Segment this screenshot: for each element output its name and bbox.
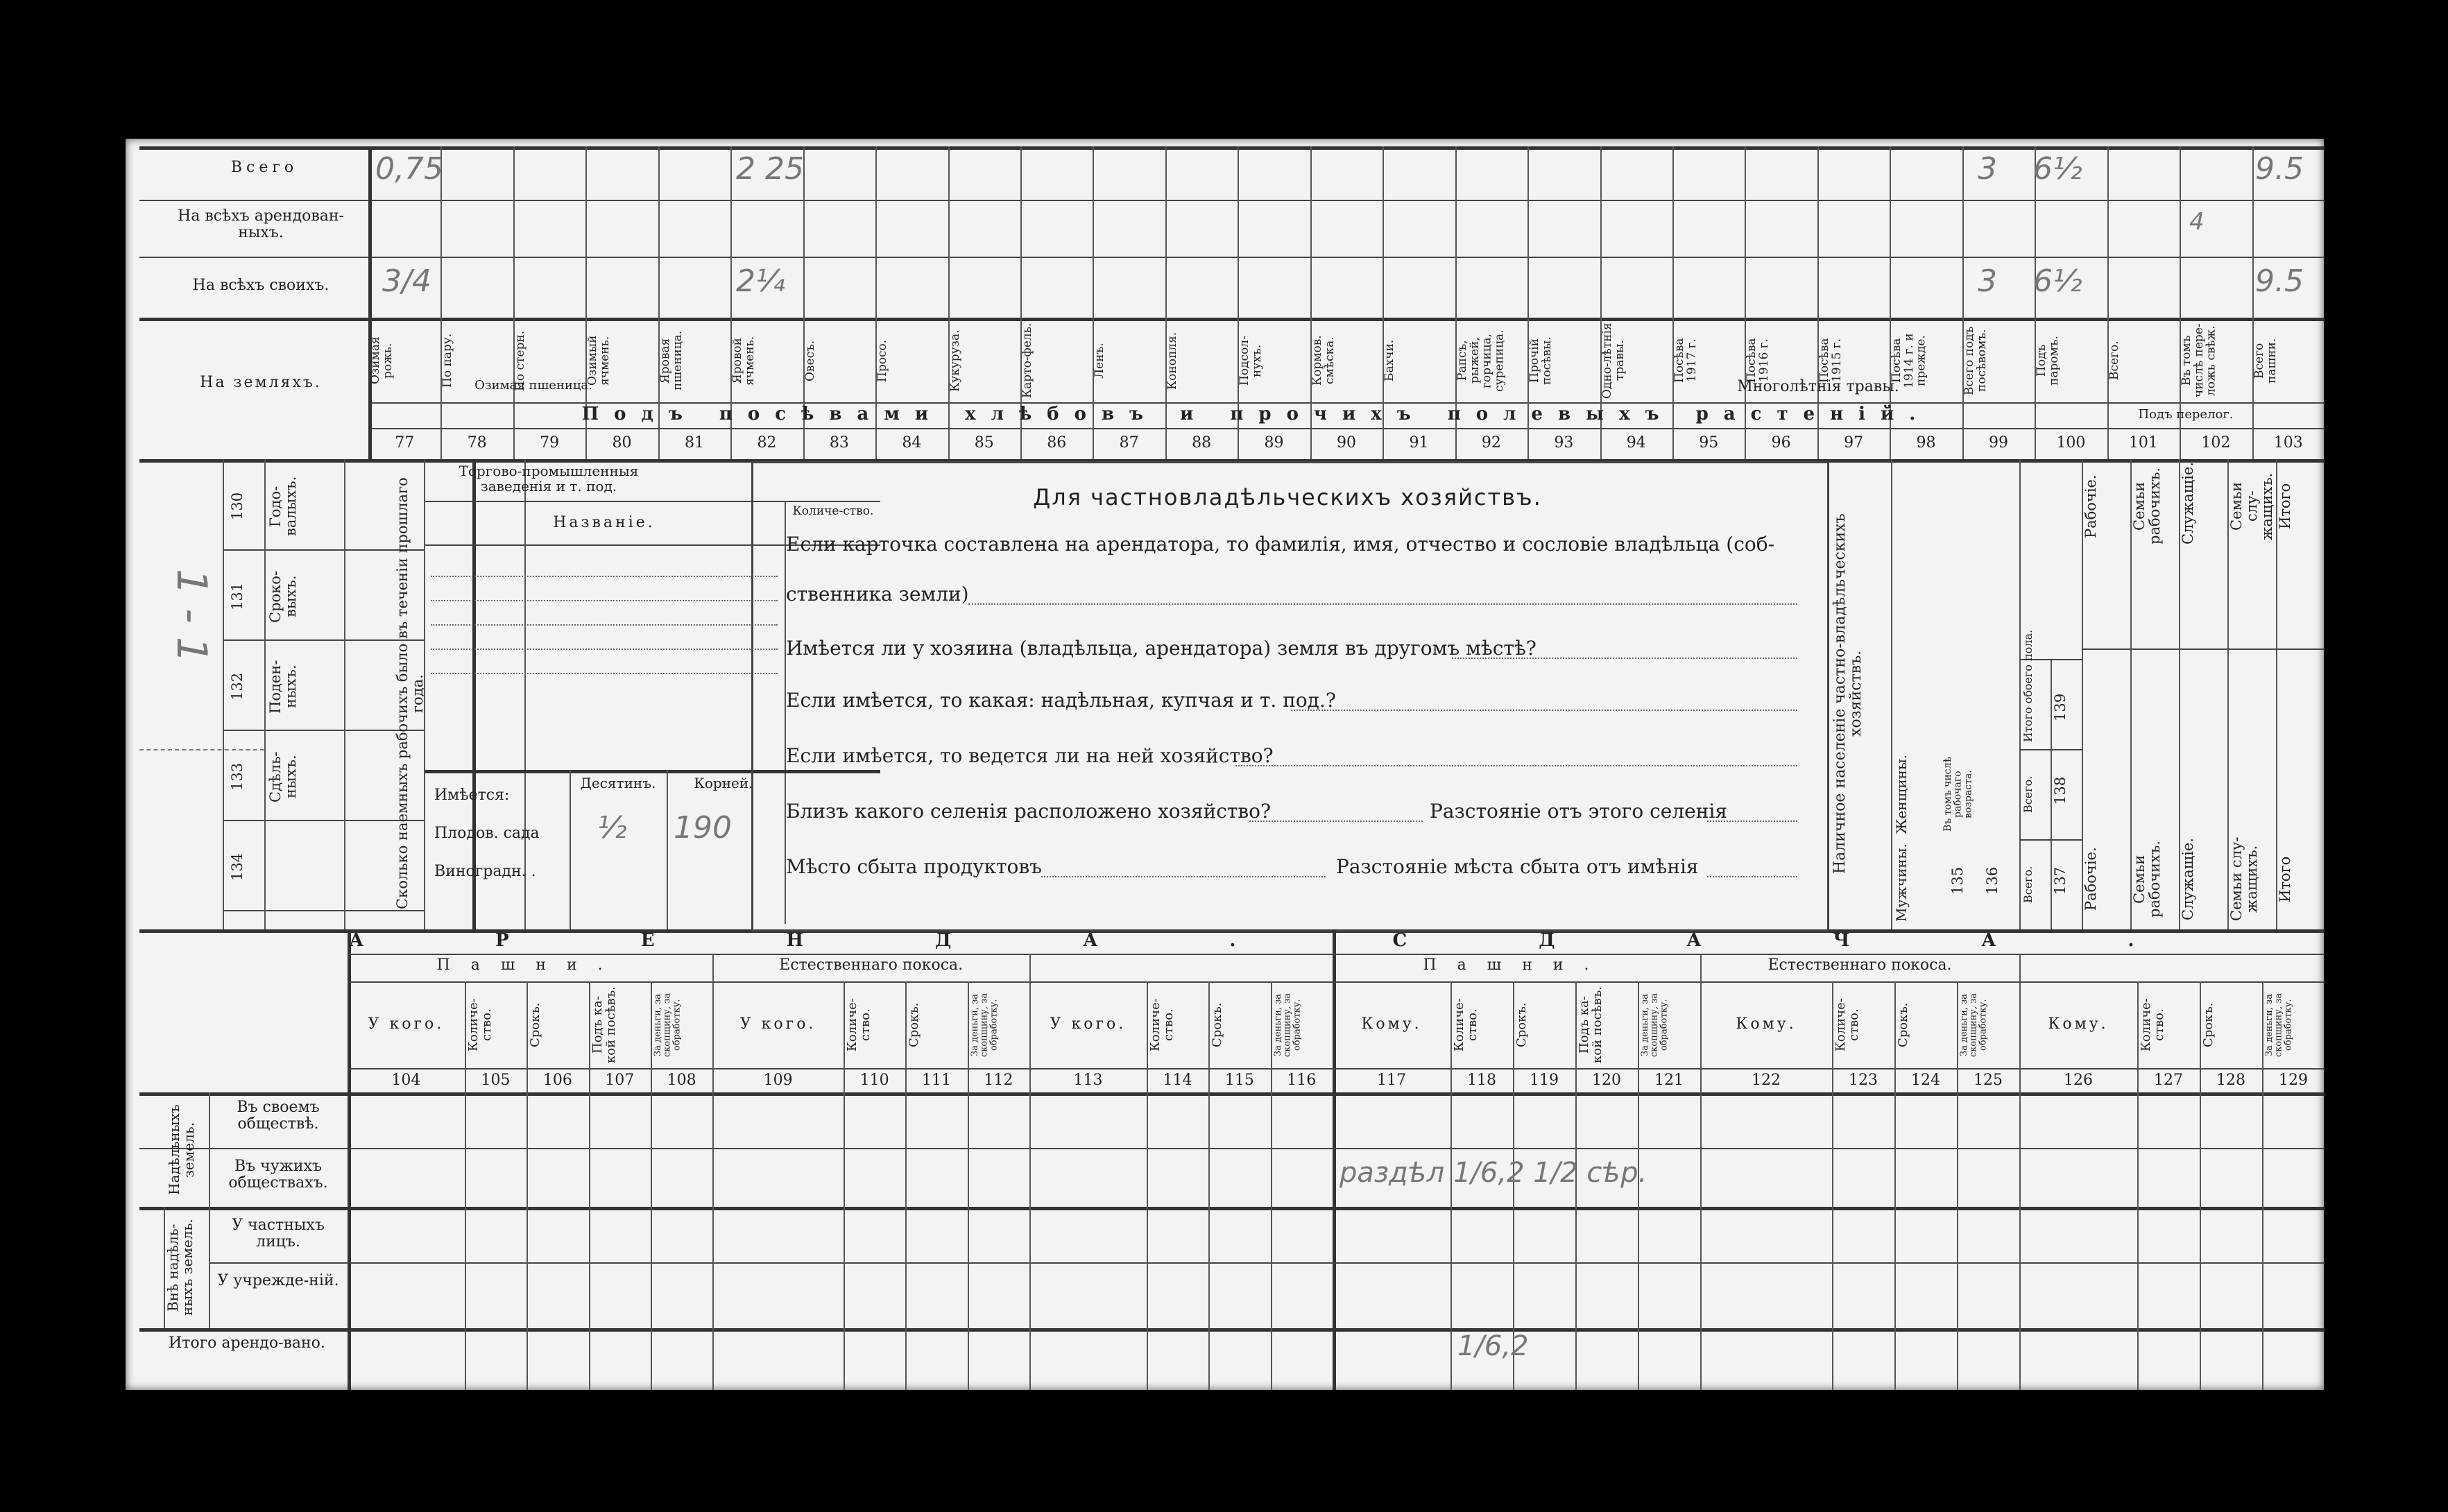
pop-number: 136 [1984, 866, 2001, 895]
pop-incl-workers: Въ томъ числѣ рабочаго возраста. [1942, 757, 1974, 832]
crop-col-label: Подсол-нухъ. [1238, 336, 1265, 386]
orchard-label: Плодов. сада [434, 825, 540, 842]
crop-col-number: 98 [1916, 434, 1936, 452]
lease-col-header: Срокъ. [1514, 1002, 1529, 1048]
crop-col-number: 99 [1988, 434, 2008, 452]
hw-rented-102: 4 [2189, 208, 2205, 236]
crop-col-number: 86 [1047, 434, 1067, 452]
crop-col-number: 85 [974, 434, 994, 452]
crop-col-number: 101 [2128, 434, 2158, 452]
hw-other-community-lease: раздѣл 1/6,2 1/2 сѣр. [1339, 1157, 1647, 1189]
lease-col-header: Срокъ. [2201, 1002, 2216, 1048]
crop-col-label: Бахчи. [1383, 339, 1397, 382]
crop-col-number: 80 [612, 434, 632, 452]
row-own-community: Въ своемъ обществѣ. [237, 1099, 320, 1133]
livestock-label: Сроко-выхъ. [267, 570, 300, 623]
lease-col-number: 115 [1224, 1072, 1254, 1089]
crop-col-label: Всего пашни. [2252, 338, 2279, 384]
lease-col-header: Подъ ка-кой посѣвъ. [590, 986, 618, 1064]
crop-col-number: 81 [684, 434, 704, 452]
crop-col-number: 89 [1264, 434, 1284, 452]
livestock-number: 134 [229, 852, 246, 882]
arenda-title: АРЕНДА. [349, 930, 1368, 951]
lease-col-divider [651, 981, 652, 1390]
question-market-distance: Разстояніе мѣста сбыта отъ имѣнія [1336, 855, 1699, 878]
pop-women-all: Всего. [2021, 775, 2035, 813]
crop-col-number: 102 [2201, 434, 2231, 452]
pop-number: 135 [1949, 866, 1966, 895]
pop-men-all: Всего. [2021, 866, 2035, 903]
crop-col-label: Ленъ. [1093, 343, 1107, 379]
lease-col-number: 126 [2064, 1072, 2093, 1089]
meadow-group-header: Естественнаго покоса. [779, 956, 964, 974]
grass-group-label: Многолѣтнія травы. [1737, 378, 1899, 395]
lease-col-header: Количе-ство. [1147, 998, 1176, 1052]
crop-col-number: 88 [1192, 434, 1212, 452]
lease-col-number: 124 [1911, 1072, 1940, 1089]
row-private-persons: У частныхъ лицъ. [232, 1217, 325, 1251]
crop-col-number: 103 [2273, 434, 2303, 452]
lease-col-header: Количе-ство. [465, 998, 494, 1052]
crop-col-label: Подъ паромъ. [2035, 335, 2062, 386]
lease-col-header: Срокъ. [528, 1002, 543, 1048]
livestock-divider [223, 459, 224, 929]
hw-total-100: 6½ [2033, 151, 2082, 187]
lease-col-number: 117 [1377, 1072, 1406, 1089]
lease-col-number: 118 [1467, 1072, 1496, 1089]
crop-col-label: Въ томъ числѣ пере-ложь свѣж. [2180, 323, 2218, 398]
pop-line [2019, 839, 2082, 841]
question-market: Мѣсто сбыта продуктовъ [786, 855, 1042, 878]
hw-total-103: 9.5 [2255, 151, 2304, 187]
crop-col-label: Посѣва 1915 г. [1817, 338, 1844, 384]
crop-col-label: Одно-лѣтнія травы. [1600, 323, 1627, 399]
staff-label-bottom: Рабочіе. [2082, 847, 2099, 911]
lease-col-number: 112 [984, 1072, 1013, 1089]
lease-col-number: 127 [2154, 1072, 2183, 1089]
lease-col-header: У кого. [739, 1015, 816, 1033]
lease-col-number: 125 [1974, 1072, 2003, 1089]
hw-total-rye: 0,75 [375, 151, 443, 187]
allotment-group-label: Надѣльныхъ земель. [166, 1104, 197, 1195]
crop-col-number: 87 [1119, 434, 1139, 452]
row-institutions: У учрежде-ній. [217, 1272, 339, 1289]
lease-col-header: Количе-ство. [1833, 998, 1861, 1052]
lease-col-divider [1271, 981, 1272, 1390]
question-farming: Если имѣется, то ведется ли на ней хозяйство? [786, 744, 1274, 767]
crop-col-label: Прочій посѣвы. [1527, 336, 1554, 385]
crop-col-number: 83 [829, 434, 849, 452]
census-card [126, 139, 2324, 1390]
staff-label-top: Семьи слу-жащихъ. [2228, 472, 2276, 540]
lease-col-number: 105 [481, 1072, 511, 1089]
crop-col-number: 92 [1481, 434, 1501, 452]
non-allotment-group-label: Внѣ надѣль-ныхъ земель. [164, 1219, 196, 1316]
lease-col-number: 108 [667, 1072, 696, 1089]
lease-col-number: 120 [1592, 1072, 1621, 1089]
livestock-label: Годо-валыхъ. [267, 476, 300, 537]
lease-col-header: Кому. [1361, 1015, 1422, 1033]
crop-col-label: Рапсъ, рыжей, горчица, сурепица. [1455, 329, 1507, 392]
staff-label-top: Служащіе. [2180, 462, 2196, 544]
crop-col-label: Кукуруза. [948, 329, 962, 392]
row-total-label: Всего [230, 159, 298, 176]
lease-col-header: Кому. [1736, 1015, 1797, 1033]
crop-col-number: 84 [902, 434, 922, 452]
staff-label-top: Рабочіе. [2082, 474, 2099, 538]
lease-col-divider [968, 981, 969, 1390]
livestock-inner-divider [344, 459, 345, 929]
crop-col-number: 77 [395, 434, 415, 452]
fallow-group-label: Подъ перелог. [2138, 407, 2234, 422]
row-other-community: Въ чужихъ обществахъ. [228, 1158, 328, 1192]
lease-col-number: 104 [391, 1072, 421, 1089]
livestock-label: Поден-ныхъ. [267, 660, 300, 714]
crop-col-label: Кормов. смѣска. [1310, 335, 1337, 386]
crop-col-label: Просо. [875, 339, 890, 382]
crop-col-label: Всего. [2107, 341, 2121, 381]
question-village-distance: Разстояніе отъ этого селенія [1430, 800, 1727, 823]
crop-col-label: Посѣва 1914 г. и прежде. [1890, 333, 1929, 388]
question-owner: Если карточка составлена на арендатора, то фамилія, имя, отчество и сословіе владѣльца (соб- [786, 533, 1775, 556]
row-total-rented: Итого арендо-вано. [169, 1334, 325, 1352]
crop-col-label: Посѣва 1916 г. [1745, 338, 1772, 384]
lease-col-header: За деньги, за скопщину, за обработку. [652, 993, 683, 1058]
lease-col-header: Кому. [2048, 1015, 2109, 1033]
question-other-land: Имѣется ли у хозяина (владѣльца, арендатора) земля въ другомъ мѣстѣ? [786, 637, 1537, 660]
pop-line [2019, 749, 2082, 750]
pop-men-label: Мужчины. [1893, 843, 1910, 922]
staff-label-bottom: Служащіе. [2180, 838, 2196, 920]
arable-group-header: Пашни. [436, 956, 624, 974]
crop-col-label: Карто-фель. [1020, 323, 1034, 399]
population-label: Наличное населеніе частно-владѣльческихъ хозяйствъ. [1831, 513, 1865, 874]
hw-orchard-desyatin: ½ [597, 810, 627, 845]
lease-col-header: У кого. [368, 1015, 445, 1033]
trade-title: Торгово-промышленныя заведенія и т. под. [459, 463, 639, 495]
pop-number: 138 [2052, 776, 2069, 805]
lease-col-header: За деньги, за скопщину, за обработку. [969, 993, 999, 1058]
row-own-label: На всѣхъ своихъ. [192, 277, 329, 294]
lease-col-header: Срокъ. [1896, 1002, 1910, 1048]
pop-women-label: Женщины. [1893, 754, 1910, 834]
crop-col-number: 95 [1699, 434, 1719, 452]
pop-total-both-label: Итого обоего пола. [2021, 629, 2035, 742]
pop-divider [2019, 459, 2021, 929]
lease-col-header: Количе-ство. [1452, 998, 1480, 1052]
hired-workers-label: Сколько наемныхъ рабочихъ было въ теченіи прошлаго года. [394, 477, 427, 910]
livestock-number: 133 [229, 762, 246, 791]
lease-col-header: За деньги, за скопщину, за обработку. [1272, 993, 1302, 1058]
crop-col-number: 96 [1771, 434, 1791, 452]
lease-col-number: 114 [1163, 1072, 1192, 1089]
trade-name-header: Названіе. [553, 514, 656, 531]
hw-side-marks: 1 - 1 [167, 569, 216, 664]
livestock-label: Сдѣль-ныхъ. [267, 751, 300, 802]
lease-col-divider [589, 981, 590, 1390]
livestock-number: 131 [229, 582, 246, 611]
lease-col-number: 110 [859, 1072, 889, 1089]
hw-own-oats: 2¼ [736, 264, 785, 299]
crop-col-label: Озимый ячмень. [585, 335, 613, 386]
lease-col-number: 123 [1849, 1072, 1878, 1089]
crop-col-number: 79 [540, 434, 560, 452]
crop-col-label: По пару. [440, 333, 455, 388]
hw-total-oats: 2 25 [736, 151, 804, 187]
crop-col-label: Конопля. [1165, 332, 1179, 390]
hw-own-103: 9.5 [2255, 264, 2304, 299]
lease-col-header: Количе-ство. [2139, 998, 2166, 1052]
sown-banner: Подъ посѣвами хлѣбовъ и прочихъ полевыхъ растеній. [581, 404, 1931, 424]
lease-col-header: Срокъ. [1210, 1002, 1225, 1048]
crop-col-number: 90 [1336, 434, 1356, 452]
crop-col-number: 91 [1409, 434, 1429, 452]
crop-col-label: Яровой ячмень. [730, 336, 757, 386]
vineyard-label: Виноградн. . [434, 863, 536, 880]
lease-col-header: Количе-ство. [844, 998, 873, 1052]
lease-col-number: 121 [1654, 1072, 1684, 1089]
lease-col-number: 129 [2279, 1072, 2308, 1089]
lease-col-number: 111 [922, 1072, 951, 1089]
lease-col-header: За деньги, за скопщину, за обработку. [2264, 993, 2294, 1058]
lease-col-header: За деньги, за скопщину, за обработку. [1959, 993, 1989, 1058]
crop-col-number: 97 [1844, 434, 1864, 452]
wheat-group-label: Озимая пшеница. [474, 378, 592, 393]
crop-col-label: Посѣва 1917 г. [1672, 338, 1699, 384]
livestock-inner-divider [264, 459, 266, 929]
crop-col-label: Яровая пшеница. [658, 330, 685, 391]
staff-label-bottom: Семьи рабочихъ. [2131, 841, 2164, 918]
crop-col-number: 78 [467, 434, 487, 452]
hw-own-rye: 3/4 [382, 264, 431, 299]
lease-col-number: 128 [2216, 1072, 2245, 1089]
has-label: Имѣется: [434, 787, 510, 804]
row-rented-label: На всѣхъ арендован-ныхъ. [178, 207, 344, 242]
trade-qty-header: Количе-ство. [792, 504, 874, 518]
staff-label-bottom: Итого [2277, 856, 2293, 902]
lease-col-number: 109 [763, 1072, 793, 1089]
private-title: Для частновладѣльческихъ хозяйствъ. [1033, 484, 1542, 510]
lease-col-number: 122 [1752, 1072, 1781, 1089]
hw-own-99: 3 [1978, 264, 1997, 299]
lease-col-number: 107 [605, 1072, 635, 1089]
lease-col-number: 113 [1073, 1072, 1103, 1089]
lease-col-number: 119 [1530, 1072, 1559, 1089]
lease-col-number: 106 [542, 1072, 572, 1089]
lease-col-divider [2262, 981, 2263, 1390]
crop-col-number: 100 [2056, 434, 2086, 452]
crop-col-label: По стерн. [513, 330, 527, 391]
livestock-label [268, 829, 337, 905]
livestock-number: 132 [229, 672, 246, 701]
arable-group-header: Пашни. [1423, 956, 1610, 974]
staff-label-top: Семьи рабочихъ. [2131, 467, 2164, 544]
sdacha-title: СДАЧА. [1392, 930, 2266, 951]
lease-col-header: Подъ ка-кой посѣвъ. [1577, 986, 1604, 1064]
pop-number: 139 [2052, 693, 2069, 722]
hw-orchard-roots: 190 [674, 810, 732, 845]
staff-label-top: Итого [2277, 483, 2293, 530]
row-lands-label: На земляхъ. [200, 374, 322, 391]
meadow-group-header: Естественнаго покоса. [1767, 956, 1952, 974]
livestock-row-line [223, 910, 424, 911]
lease-col-header: Срокъ. [907, 1002, 922, 1048]
hw-total-99: 3 [1978, 151, 1997, 187]
question-village: Близъ какого селенія расположено хозяйство? [786, 800, 1272, 823]
question-owner-cont: ственника земли) [786, 583, 969, 605]
staff-label-bottom: Семьи слу-жащихъ. [2228, 836, 2261, 922]
crop-col-label: Озимая рожь. [368, 336, 395, 385]
hw-total-lease: 1/6,2 [1457, 1330, 1529, 1362]
lease-col-header: За деньги, за скопщину, за обработку. [1640, 993, 1670, 1058]
crop-col-number: 94 [1626, 434, 1646, 452]
question-land-type: Если имѣется, то какая: надѣльная, купчая и т. под.? [786, 689, 1336, 712]
crop-col-number: 82 [757, 434, 777, 452]
crop-col-label: Всего подъ посѣвомъ. [1962, 326, 1989, 395]
livestock-number: 130 [229, 492, 246, 521]
crop-col-number: 93 [1554, 434, 1574, 452]
pop-number: 137 [2052, 866, 2069, 895]
desyatin-header: Десятинъ. [580, 775, 656, 791]
hw-own-100: 6½ [2033, 264, 2082, 299]
crop-col-label: Овесъ. [803, 340, 817, 381]
lease-col-divider [1957, 981, 1958, 1390]
lease-col-header: У кого. [1050, 1015, 1127, 1033]
lease-col-number: 116 [1287, 1072, 1317, 1089]
roots-header: Корней. [694, 775, 753, 791]
